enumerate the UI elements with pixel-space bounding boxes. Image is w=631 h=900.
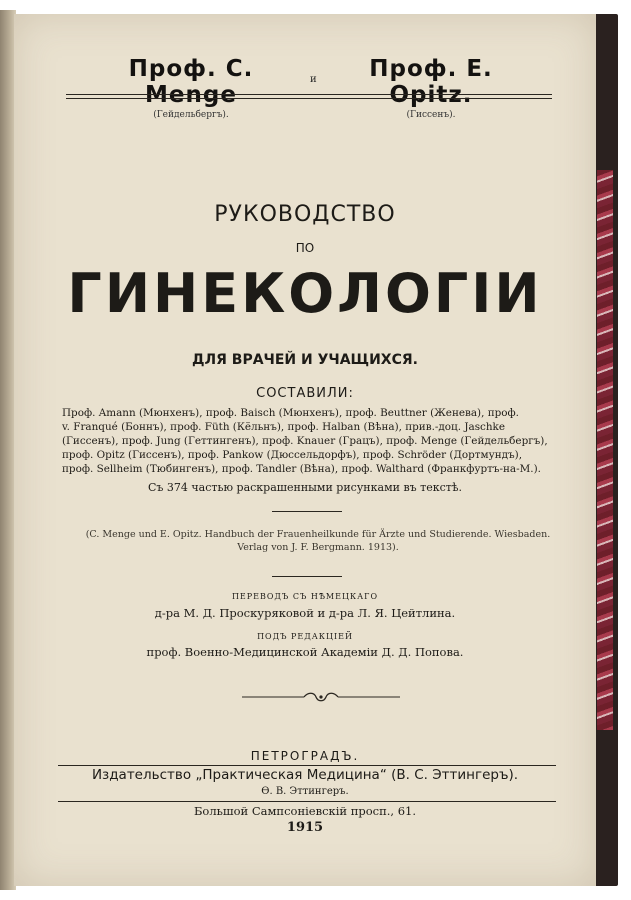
author-name: Проф. E. Opitz. bbox=[369, 56, 493, 108]
editor-label: ПОДЪ РЕДАКЦIЕЙ bbox=[257, 632, 353, 641]
header-double-rule bbox=[66, 94, 552, 99]
author-menge bbox=[96, 56, 286, 120]
publisher-rule-top bbox=[58, 765, 556, 766]
publication-city: ПЕТРОГРАДЪ. bbox=[250, 749, 360, 763]
author-name: Проф. C. Menge bbox=[128, 56, 254, 108]
title-line-2: ПО bbox=[295, 241, 315, 255]
author-city: (Гейдельбергъ). bbox=[153, 110, 229, 120]
author-opitz bbox=[336, 56, 526, 120]
compiled-by-label: СОСТАВИЛИ: bbox=[256, 386, 354, 401]
subtitle: ДЛЯ ВРАЧЕЙ И УЧАЩИХСЯ. bbox=[192, 352, 418, 368]
contributors-line: Проф. Amann (Мюнхенъ), проф. Baisch (Мюнхенъ), проф. Beuttner (Женева), проф. bbox=[62, 407, 519, 419]
contributors-line: проф. Sellheim (Тюбингенъ), проф. Tandler (Вѣна), проф. Walthard (Франкфуртъ-на-М.). bbox=[62, 463, 541, 475]
contributors-list bbox=[62, 406, 570, 476]
contributors-line: проф. Opitz (Гиссенъ), проф. Pankow (Дюссельдорфъ), проф. Schröder (Дортмундъ), bbox=[62, 449, 523, 461]
illustrations-note: Съ 374 частью раскрашенными рисунками въ текстѣ. bbox=[147, 481, 462, 494]
editor: проф. Военно-Медицинской Академiи Д. Д. Попова. bbox=[146, 645, 464, 659]
contributors-line: (Гиссенъ), проф. Jung (Геттингенъ), проф. Knauer (Грацъ), проф. Menge (Гейдельбергъ), bbox=[62, 435, 548, 447]
publisher: Издательство „Практическая Медицина“ (В. С. Эттингеръ). bbox=[91, 767, 519, 783]
marbled-page-edge bbox=[597, 170, 613, 730]
title-page bbox=[14, 14, 596, 886]
author-conjunction: и bbox=[310, 74, 317, 85]
short-divider bbox=[272, 576, 342, 577]
translators: д-ра М. Д. Проскуряковой и д-ра Л. Я. Цейтлина. bbox=[154, 606, 456, 620]
title-line-1: РУКОВОДСТВО bbox=[214, 202, 396, 227]
main-title: ГИНЕКОЛОГIИ bbox=[67, 262, 543, 325]
publisher-rule-bottom bbox=[58, 801, 556, 802]
authors-block bbox=[14, 56, 596, 120]
author-city: (Гиссенъ). bbox=[406, 110, 456, 120]
ornament-divider bbox=[242, 690, 400, 704]
original-reference: (C. Menge und E. Opitz. Handbuch der Frauenheilkunde für Ärzte und Studierende. Wiesbaden. Verlag von J. F. Bergmann. 1913). bbox=[85, 529, 551, 553]
translation-label: ПЕРЕВОДЪ СЪ НѢМЕЦКАГО bbox=[231, 592, 379, 601]
publisher-owner: Ѳ. В. Эттингеръ. bbox=[261, 786, 349, 797]
short-divider bbox=[272, 511, 342, 512]
contributors-line: v. Franqué (Боннъ), проф. Füth (Кёльнъ), проф. Halban (Вѣна), прив.-доц. Jaschke bbox=[62, 421, 505, 433]
publisher-address: Большой Сампсонiевскiй просп., 61. bbox=[193, 804, 417, 818]
publication-year: 1915 bbox=[286, 820, 324, 835]
